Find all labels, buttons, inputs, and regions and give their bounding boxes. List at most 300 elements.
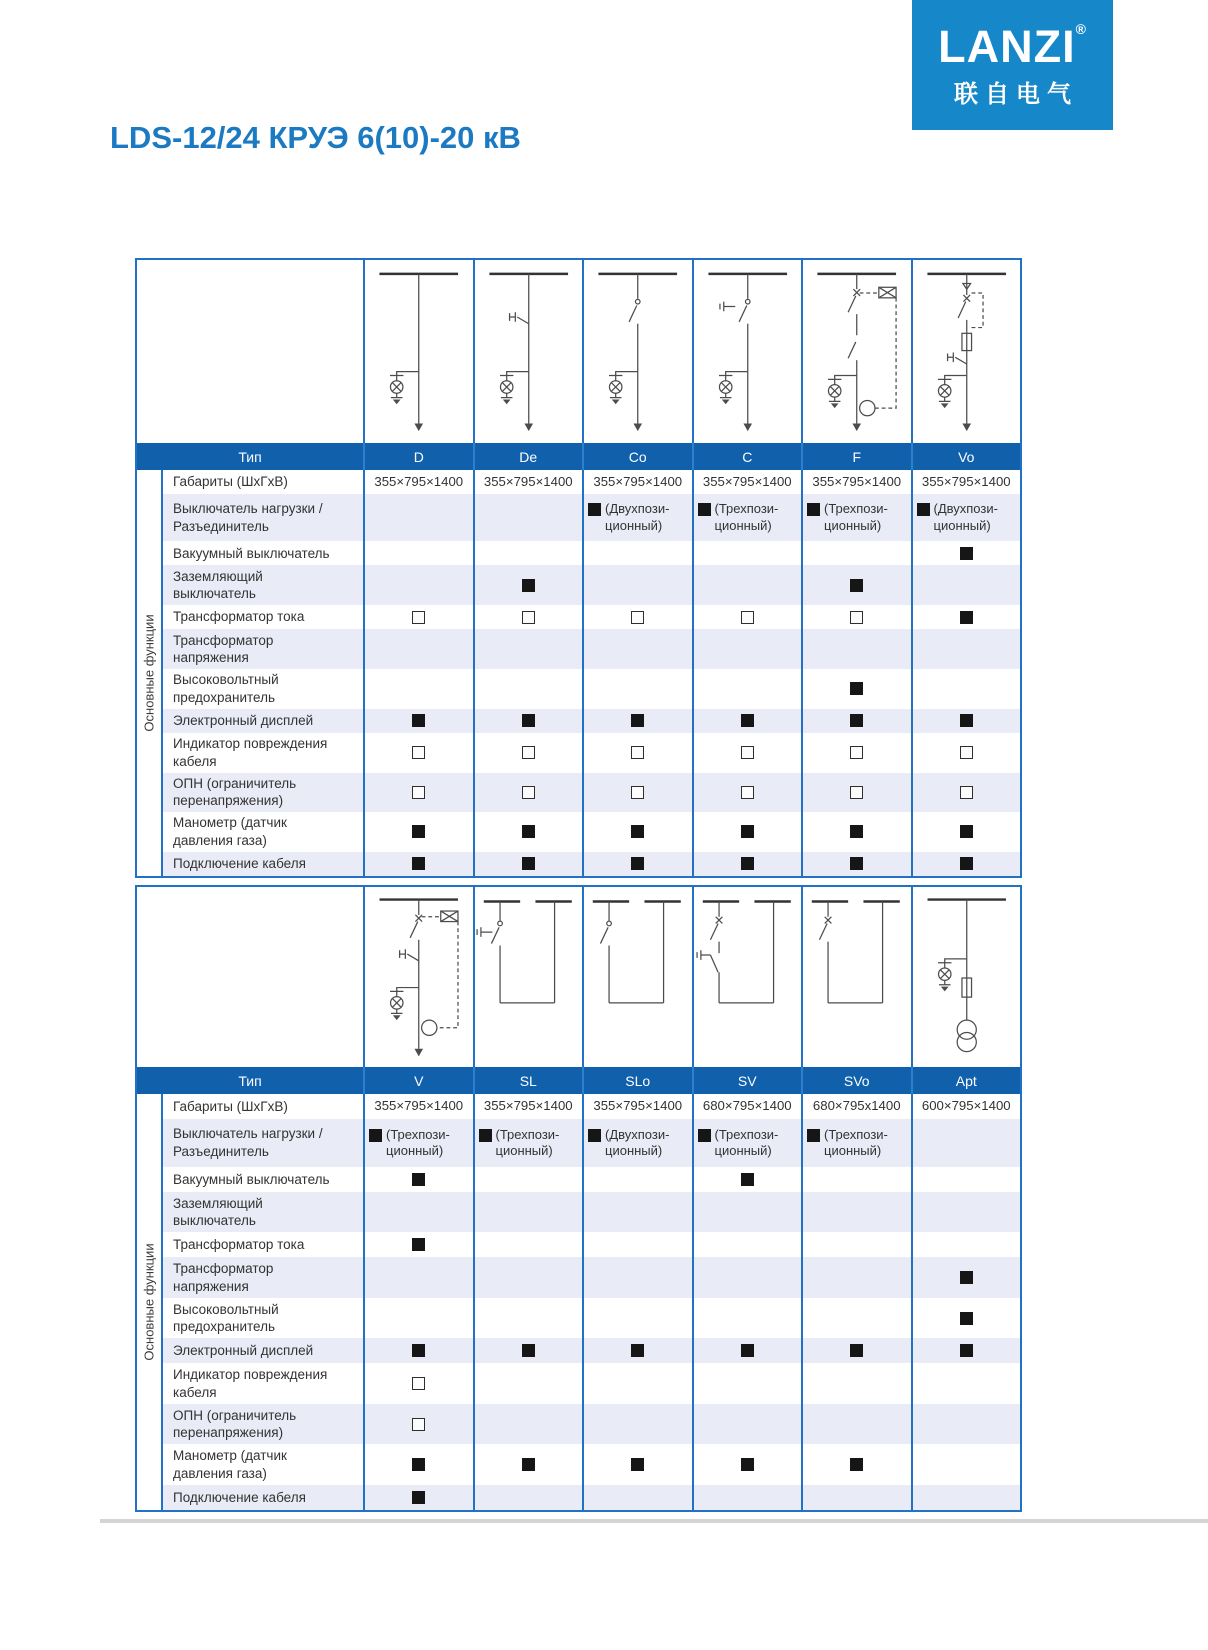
hollow-square-icon xyxy=(412,746,425,759)
filled-square-with-note xyxy=(588,1127,688,1160)
filled-square-icon xyxy=(369,1129,382,1142)
filled-square-with-note xyxy=(807,501,907,534)
circuit-diagram-SVo xyxy=(801,887,911,1067)
matrix-cell xyxy=(911,1192,1021,1233)
column-header-De: De xyxy=(473,443,583,470)
circuit-diagram-Apt xyxy=(911,887,1021,1067)
filled-square-icon xyxy=(631,857,644,870)
filled-square-with-note xyxy=(698,1127,798,1160)
matrix-cell xyxy=(582,1094,692,1119)
hollow-square-icon xyxy=(631,786,644,799)
hollow-square-icon xyxy=(631,611,644,624)
filled-square-icon xyxy=(522,1344,535,1357)
circuit-diagram-svg-SV xyxy=(695,890,801,1066)
matrix-cell xyxy=(582,1363,692,1404)
row-label: Трансформатор напряжения xyxy=(173,632,274,666)
cell-note-text: (Трехпози-ционный) xyxy=(714,501,779,533)
matrix-cell xyxy=(473,1444,583,1485)
filled-square-with-note xyxy=(479,1127,579,1160)
matrix-cell xyxy=(582,1232,692,1257)
matrix-cell xyxy=(692,1338,802,1363)
filled-square-icon xyxy=(412,857,425,870)
rows-container xyxy=(163,470,1020,876)
filled-square-icon xyxy=(522,825,535,838)
table-row xyxy=(163,1167,1020,1192)
matrix-cell xyxy=(473,565,583,605)
matrix-cell xyxy=(911,1119,1021,1167)
rows-container xyxy=(163,1094,1020,1510)
matrix-cell xyxy=(363,733,473,773)
circuit-diagram-C xyxy=(692,260,802,443)
row-label: Подключение кабеля xyxy=(173,1489,306,1505)
matrix-cell xyxy=(801,1119,911,1167)
matrix-cell xyxy=(801,1232,911,1257)
filled-square-icon xyxy=(588,503,601,516)
column-header-Vo: Vo xyxy=(911,443,1021,470)
circuit-diagram-svg-Vo xyxy=(914,263,1020,442)
matrix-cell xyxy=(911,1404,1021,1445)
circuit-diagram-F xyxy=(801,260,911,443)
filled-square-icon xyxy=(412,714,425,727)
matrix-cell xyxy=(692,541,802,565)
matrix-cell xyxy=(473,1232,583,1257)
diagram-row-spacer xyxy=(137,260,363,443)
matrix-cell xyxy=(473,1485,583,1510)
switchgear-matrix-table-2 xyxy=(135,885,1022,1512)
table-row xyxy=(163,1404,1020,1445)
filled-square-icon xyxy=(631,1458,644,1471)
filled-square-icon xyxy=(850,1458,863,1471)
registered-mark: ® xyxy=(1075,20,1087,37)
hollow-square-icon xyxy=(412,786,425,799)
table-row xyxy=(163,1192,1020,1233)
matrix-cell xyxy=(473,541,583,565)
filled-square-icon xyxy=(412,825,425,838)
matrix-cell xyxy=(363,629,473,669)
matrix-cell xyxy=(692,494,802,541)
filled-square-icon xyxy=(412,1344,425,1357)
hollow-square-icon xyxy=(522,611,535,624)
matrix-cell xyxy=(801,494,911,541)
row-label: Электронный дисплей xyxy=(173,1343,314,1359)
matrix-cell xyxy=(473,852,583,876)
table-row xyxy=(163,1298,1020,1339)
matrix-cell xyxy=(801,669,911,709)
filled-square-icon xyxy=(960,1344,973,1357)
diagram-row xyxy=(137,887,1020,1067)
matrix-cell xyxy=(911,709,1021,733)
matrix-cell xyxy=(582,494,692,541)
column-header-Co: Co xyxy=(582,443,692,470)
row-label: Габариты (ШхГхВ) xyxy=(173,474,288,490)
matrix-cell xyxy=(473,1094,583,1119)
filled-square-icon xyxy=(479,1129,492,1142)
dimension-value: 355×795×1400 xyxy=(483,1098,573,1114)
table-row xyxy=(163,1363,1020,1404)
matrix-cell xyxy=(692,733,802,773)
matrix-cell xyxy=(911,565,1021,605)
matrix-cell xyxy=(582,1444,692,1485)
matrix-cell xyxy=(473,669,583,709)
matrix-cell xyxy=(692,629,802,669)
matrix-cell xyxy=(911,1338,1021,1363)
circuit-diagram-SLo xyxy=(582,887,692,1067)
matrix-cell xyxy=(582,629,692,669)
matrix-cell xyxy=(692,605,802,629)
row-label: Трансформатор тока xyxy=(173,1237,305,1253)
matrix-cell xyxy=(473,494,583,541)
table-row xyxy=(163,733,1020,773)
filled-square-icon xyxy=(588,1129,601,1142)
matrix-cell xyxy=(801,709,911,733)
matrix-cell xyxy=(582,1404,692,1445)
table-row xyxy=(163,1119,1020,1167)
hollow-square-icon xyxy=(522,746,535,759)
brand-subtitle-cjk: 联自电气 xyxy=(954,80,1078,108)
circuit-diagram-SL xyxy=(473,887,583,1067)
matrix-cell xyxy=(363,1338,473,1363)
row-group-strip xyxy=(137,1094,163,1510)
matrix-cell xyxy=(473,709,583,733)
circuit-diagram-svg-SLo xyxy=(585,890,691,1066)
matrix-cell xyxy=(582,1167,692,1192)
circuit-diagram-svg-D xyxy=(366,263,472,442)
matrix-cell xyxy=(911,494,1021,541)
filled-square-icon xyxy=(631,714,644,727)
dimension-value: 680×795x1400 xyxy=(812,1098,901,1114)
circuit-diagram-svg-F xyxy=(804,263,910,442)
table-row xyxy=(163,1094,1020,1119)
matrix-cell xyxy=(473,1167,583,1192)
matrix-cell xyxy=(911,1485,1021,1510)
table-row xyxy=(163,669,1020,709)
row-label: Электронный дисплей xyxy=(173,712,314,728)
filled-square-icon xyxy=(631,1344,644,1357)
table-row xyxy=(163,709,1020,733)
dimension-value: 355×795×1400 xyxy=(593,473,683,489)
hollow-square-icon xyxy=(850,611,863,624)
matrix-cell xyxy=(692,1298,802,1339)
table-row xyxy=(163,541,1020,565)
filled-square-icon xyxy=(850,714,863,727)
matrix-cell xyxy=(801,1192,911,1233)
table-row xyxy=(163,1338,1020,1363)
cell-note-text: (Трехпози-ционный) xyxy=(824,1126,888,1158)
filled-square-icon xyxy=(412,1238,425,1251)
table-row xyxy=(163,565,1020,605)
hollow-square-icon xyxy=(631,746,644,759)
cell-note-text: (Трехпози-ционный) xyxy=(714,1126,779,1158)
matrix-cell xyxy=(911,812,1021,852)
filled-square-icon xyxy=(807,503,820,516)
row-label: Манометр (датчик давления газа) xyxy=(173,1448,287,1481)
dimension-value: 680×795×1400 xyxy=(702,1098,792,1114)
matrix-cell xyxy=(473,812,583,852)
matrix-cell xyxy=(582,1119,692,1167)
filled-square-with-note xyxy=(588,501,688,534)
filled-square-icon xyxy=(960,611,973,624)
switchgear-matrix-table-1 xyxy=(135,258,1022,878)
table-row xyxy=(163,470,1020,494)
hollow-square-icon xyxy=(850,786,863,799)
hollow-square-icon xyxy=(741,746,754,759)
matrix-cell xyxy=(801,1257,911,1298)
matrix-cell xyxy=(363,565,473,605)
dimension-value: 355×795×1400 xyxy=(812,473,902,489)
circuit-diagram-svg-SVo xyxy=(804,890,910,1066)
type-header-label: Тип xyxy=(238,448,262,465)
table-body xyxy=(137,470,1020,876)
dimension-value: 355×795×1400 xyxy=(374,473,464,489)
hollow-square-icon xyxy=(412,611,425,624)
dimension-value: 355×795×1400 xyxy=(921,473,1011,489)
matrix-cell xyxy=(363,1444,473,1485)
filled-square-icon xyxy=(522,1458,535,1471)
brand-logo xyxy=(912,0,1113,130)
dimension-value: 355×795×1400 xyxy=(483,473,573,489)
matrix-cell xyxy=(801,541,911,565)
matrix-cell xyxy=(692,1167,802,1192)
hollow-square-icon xyxy=(960,746,973,759)
row-label: Манометр (датчик давления газа) xyxy=(173,815,287,848)
matrix-cell xyxy=(363,773,473,813)
matrix-cell xyxy=(363,1298,473,1339)
matrix-cell xyxy=(692,1363,802,1404)
hollow-square-icon xyxy=(412,1377,425,1390)
filled-square-icon xyxy=(741,857,754,870)
matrix-cell xyxy=(692,565,802,605)
filled-square-icon xyxy=(960,547,973,560)
filled-square-icon xyxy=(741,1173,754,1186)
matrix-cell xyxy=(473,1119,583,1167)
hollow-square-icon xyxy=(960,786,973,799)
dimension-value: 355×795×1400 xyxy=(593,1098,683,1114)
filled-square-with-note xyxy=(698,501,798,534)
type-header-row xyxy=(137,1067,1020,1094)
matrix-cell xyxy=(692,470,802,494)
dimension-value: 600×795×1400 xyxy=(921,1098,1011,1114)
matrix-cell xyxy=(582,565,692,605)
matrix-cell xyxy=(911,629,1021,669)
brand-name: LANZI® xyxy=(938,20,1087,72)
table-row xyxy=(163,1232,1020,1257)
matrix-cell xyxy=(801,1404,911,1445)
matrix-cell xyxy=(692,1094,802,1119)
type-header-row xyxy=(137,443,1020,470)
matrix-cell xyxy=(473,1257,583,1298)
matrix-cell xyxy=(582,812,692,852)
filled-square-icon xyxy=(850,825,863,838)
matrix-cell xyxy=(363,1257,473,1298)
filled-square-icon xyxy=(850,682,863,695)
row-label: Трансформатор напряжения xyxy=(173,1261,274,1294)
matrix-cell xyxy=(692,812,802,852)
table-row xyxy=(163,605,1020,629)
matrix-cell xyxy=(801,852,911,876)
row-label: Индикатор повреждения кабеля xyxy=(173,1367,328,1400)
dimension-value: 355×795×1400 xyxy=(374,1098,464,1114)
matrix-cell xyxy=(582,852,692,876)
matrix-cell xyxy=(911,470,1021,494)
matrix-cell xyxy=(582,470,692,494)
row-label: Выключатель нагрузки / Разъединитель xyxy=(173,501,323,534)
table-row xyxy=(163,494,1020,541)
matrix-cell xyxy=(473,1298,583,1339)
cell-note-text: (Двухпози-ционный) xyxy=(605,1126,670,1158)
filled-square-icon xyxy=(412,1491,425,1504)
filled-square-with-note xyxy=(369,1127,469,1160)
row-label: Выключатель нагрузки / Разъединитель xyxy=(173,1126,323,1159)
table-row xyxy=(163,812,1020,852)
cell-note-text: (Трехпози-ционный) xyxy=(824,501,888,533)
cell-note-text: (Трехпози-ционный) xyxy=(386,1126,450,1158)
table-body xyxy=(137,1094,1020,1510)
row-label: Габариты (ШхГхВ) xyxy=(173,1098,288,1114)
row-group-strip xyxy=(137,470,163,876)
matrix-cell xyxy=(801,1485,911,1510)
matrix-cell xyxy=(582,1485,692,1510)
table-row xyxy=(163,1257,1020,1298)
matrix-cell xyxy=(801,605,911,629)
hollow-square-icon xyxy=(412,1418,425,1431)
circuit-diagram-svg-Co xyxy=(585,263,691,442)
row-group-label: Основные функции xyxy=(141,614,157,732)
row-label: Высоковольтный предохранитель xyxy=(173,672,279,705)
matrix-cell xyxy=(363,1363,473,1404)
column-header-Apt: Apt xyxy=(911,1067,1021,1094)
row-label: Подключение кабеля xyxy=(173,856,306,872)
filled-square-icon xyxy=(960,714,973,727)
matrix-cell xyxy=(363,541,473,565)
matrix-cell xyxy=(911,1257,1021,1298)
filled-square-with-note xyxy=(807,1127,907,1160)
row-group-label: Основные функции xyxy=(141,1243,157,1361)
filled-square-icon xyxy=(522,714,535,727)
matrix-cell xyxy=(911,1167,1021,1192)
matrix-cell xyxy=(801,1167,911,1192)
dimension-value: 355×795×1400 xyxy=(702,473,792,489)
matrix-cell xyxy=(473,605,583,629)
matrix-cell xyxy=(911,852,1021,876)
matrix-cell xyxy=(582,1338,692,1363)
filled-square-icon xyxy=(522,857,535,870)
matrix-cell xyxy=(692,1404,802,1445)
filled-square-icon xyxy=(960,857,973,870)
filled-square-icon xyxy=(631,825,644,838)
matrix-cell xyxy=(363,1485,473,1510)
filled-square-icon xyxy=(917,503,930,516)
row-label: ОПН (ограничитель перенапряжения) xyxy=(173,775,297,809)
matrix-cell xyxy=(582,709,692,733)
matrix-cell xyxy=(801,773,911,813)
circuit-diagram-svg-SL xyxy=(476,890,582,1066)
matrix-cell xyxy=(473,1338,583,1363)
matrix-cell xyxy=(582,733,692,773)
matrix-cell xyxy=(692,1192,802,1233)
footer-divider xyxy=(100,1519,1208,1523)
hollow-square-icon xyxy=(741,786,754,799)
circuit-diagram-De xyxy=(473,260,583,443)
matrix-cell xyxy=(692,709,802,733)
filled-square-icon xyxy=(960,1312,973,1325)
hollow-square-icon xyxy=(741,611,754,624)
page-title: LDS-12/24 КРУЭ 6(10)-20 кВ xyxy=(110,120,521,155)
circuit-diagram-svg-V xyxy=(366,890,472,1066)
matrix-cell xyxy=(911,733,1021,773)
column-header-SV: SV xyxy=(692,1067,802,1094)
matrix-cell xyxy=(692,852,802,876)
matrix-cell xyxy=(363,470,473,494)
matrix-cell xyxy=(363,1404,473,1445)
circuit-diagram-D xyxy=(363,260,473,443)
hollow-square-icon xyxy=(522,786,535,799)
matrix-cell xyxy=(801,1094,911,1119)
column-header-SL: SL xyxy=(473,1067,583,1094)
matrix-cell xyxy=(911,541,1021,565)
matrix-cell xyxy=(363,669,473,709)
matrix-cell xyxy=(911,773,1021,813)
hollow-square-icon xyxy=(850,746,863,759)
matrix-cell xyxy=(363,605,473,629)
circuit-diagram-svg-De xyxy=(476,263,582,442)
matrix-cell xyxy=(801,812,911,852)
matrix-cell xyxy=(473,1192,583,1233)
matrix-cell xyxy=(473,629,583,669)
row-label: Высоковольтный предохранитель xyxy=(173,1301,279,1335)
matrix-cell xyxy=(582,605,692,629)
circuit-diagram-svg-C xyxy=(695,263,801,442)
matrix-cell xyxy=(363,1094,473,1119)
filled-square-icon xyxy=(698,503,711,516)
matrix-cell xyxy=(473,1404,583,1445)
matrix-cell xyxy=(363,812,473,852)
matrix-cell xyxy=(363,1192,473,1233)
circuit-diagram-svg-Apt xyxy=(914,890,1020,1066)
matrix-cell xyxy=(363,709,473,733)
filled-square-icon xyxy=(412,1458,425,1471)
filled-square-icon xyxy=(698,1129,711,1142)
matrix-cell xyxy=(911,1232,1021,1257)
matrix-cell xyxy=(363,1232,473,1257)
filled-square-icon xyxy=(412,1173,425,1186)
column-header-SLo: SLo xyxy=(582,1067,692,1094)
table-row xyxy=(163,852,1020,876)
diagram-row xyxy=(137,260,1020,443)
cell-note-text: (Двухпози-ционный) xyxy=(605,501,670,533)
matrix-cell xyxy=(473,1363,583,1404)
matrix-cell xyxy=(363,852,473,876)
matrix-cell xyxy=(582,669,692,709)
filled-square-icon xyxy=(850,579,863,592)
matrix-cell xyxy=(801,565,911,605)
table-row xyxy=(163,629,1020,669)
matrix-cell xyxy=(911,1444,1021,1485)
matrix-cell xyxy=(692,773,802,813)
matrix-cell xyxy=(582,1257,692,1298)
column-header-V: V xyxy=(363,1067,473,1094)
matrix-cell xyxy=(582,1192,692,1233)
matrix-cell xyxy=(911,605,1021,629)
matrix-cell xyxy=(692,1232,802,1257)
matrix-cell xyxy=(801,629,911,669)
row-label: Вакуумный выключатель xyxy=(173,1171,330,1187)
filled-square-icon xyxy=(741,1344,754,1357)
matrix-cell xyxy=(692,669,802,709)
matrix-cell xyxy=(911,1363,1021,1404)
circuit-diagram-Vo xyxy=(911,260,1021,443)
filled-square-icon xyxy=(850,857,863,870)
matrix-cell xyxy=(911,669,1021,709)
